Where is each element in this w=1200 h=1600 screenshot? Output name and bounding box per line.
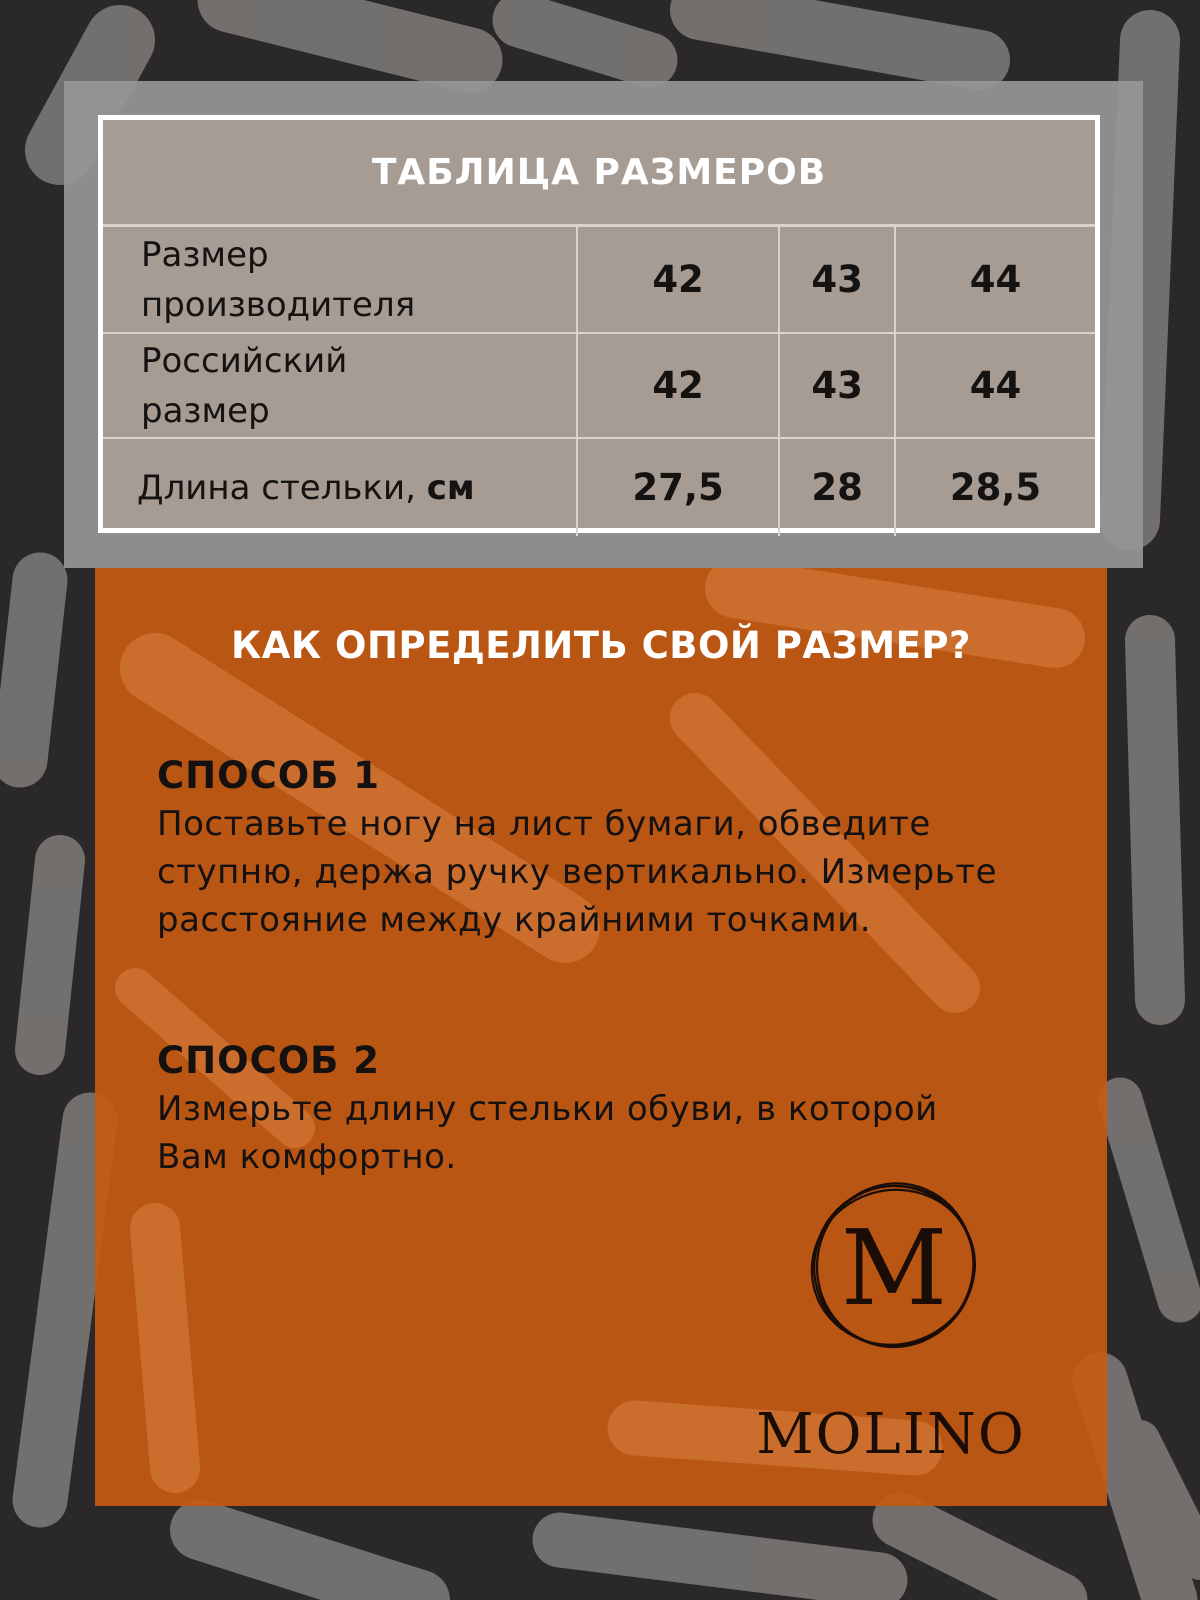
method-heading: СПОСОБ 2 (157, 1039, 381, 1082)
brand-logo (746, 1180, 1036, 1480)
method-line: ступню, держа ручку вертикально. Измерьте (157, 852, 998, 892)
table-cell: 43 (779, 333, 895, 438)
method-heading: СПОСОБ 1 (157, 754, 381, 797)
method-line: Вам комфортно. (157, 1137, 457, 1177)
table-cell: 44 (895, 227, 1095, 333)
size-table-frame (98, 115, 1100, 533)
table-cell: 28,5 (895, 438, 1095, 536)
table-row-insole-length (103, 438, 1095, 536)
method-2 (157, 1037, 1097, 1181)
brand-name: MOLINO (756, 1402, 1026, 1467)
row-label-russian-size: Российский размер (103, 333, 577, 438)
size-table-title: ТАБЛИЦА РАЗМЕРОВ (103, 120, 1095, 227)
howto-panel (95, 568, 1107, 1506)
svg-text:M: M (840, 1207, 948, 1329)
method-line: Поставьте ногу на лист бумаги, обведите (157, 804, 931, 844)
size-table (103, 227, 1095, 536)
size-table-panel (64, 81, 1143, 568)
table-cell: 28 (779, 438, 895, 536)
unit-label: см (426, 467, 475, 508)
table-cell: 42 (577, 333, 779, 438)
method-1 (157, 752, 1097, 944)
table-row-russian-size (103, 333, 1095, 438)
howto-title: КАК ОПРЕДЕЛИТЬ СВОЙ РАЗМЕР? (231, 624, 971, 667)
table-cell: 42 (577, 227, 779, 333)
monogram-logo-icon (808, 1180, 980, 1352)
row-label-manufacturer-size: Размер производителя (103, 227, 577, 333)
table-cell: 43 (779, 227, 895, 333)
table-cell: 44 (895, 333, 1095, 438)
row-label-insole-length: Длина стельки, см (103, 438, 577, 536)
method-line: расстояние между крайними точками. (157, 900, 872, 940)
table-cell: 27,5 (577, 438, 779, 536)
method-line: Измерьте длину стельки обуви, в которой (157, 1089, 938, 1129)
table-row-manufacturer-size (103, 227, 1095, 333)
